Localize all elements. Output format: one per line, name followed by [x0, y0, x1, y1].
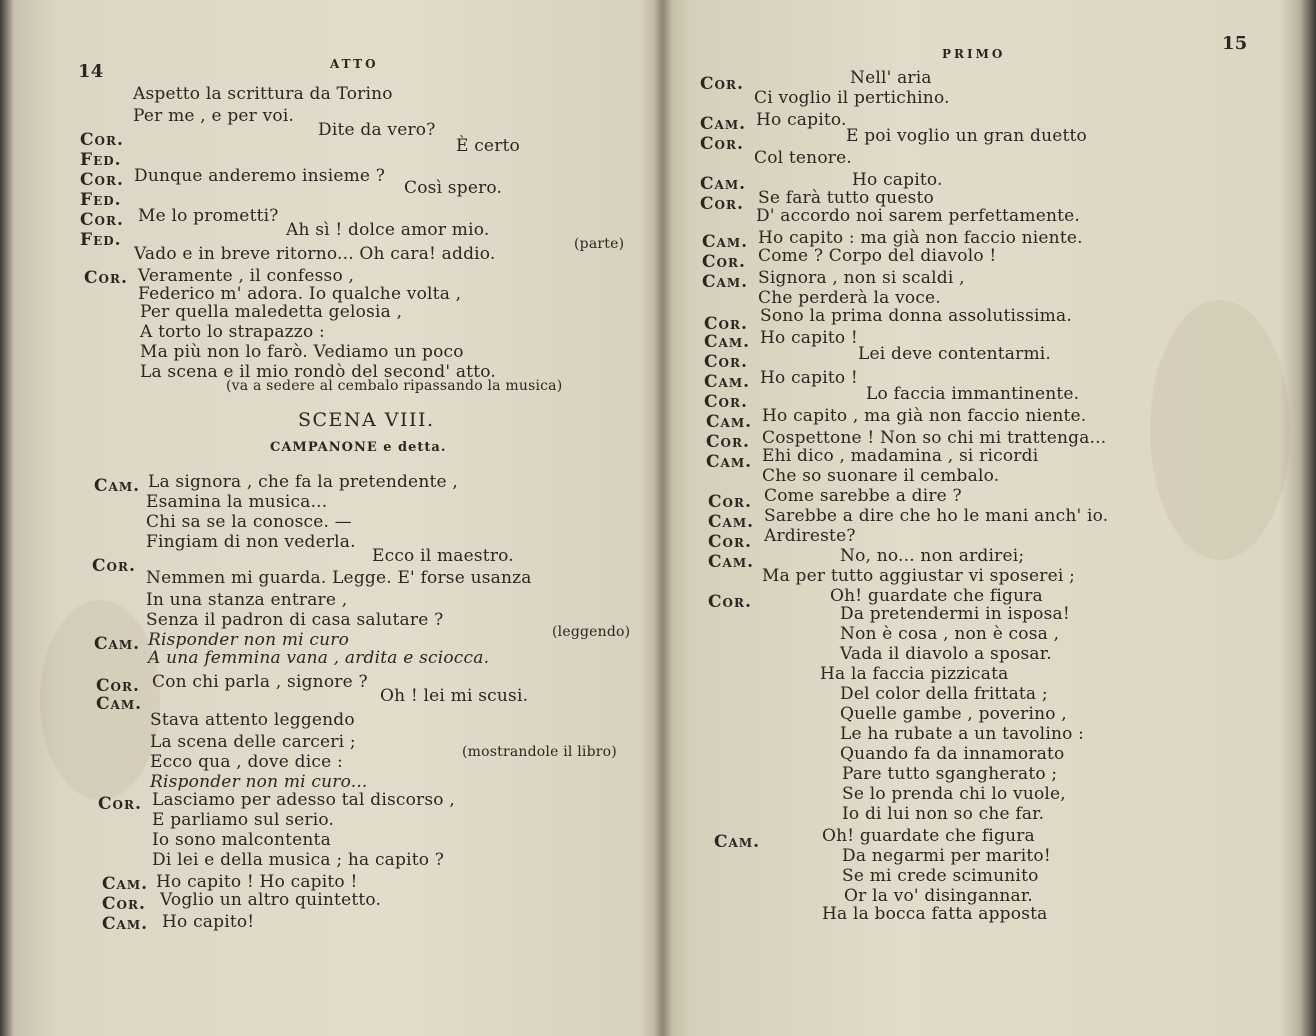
text-line: Ha la bocca fatta apposta	[822, 904, 1048, 924]
text-line: Di lei e della musica ; ha capito ?	[152, 850, 445, 870]
text-line: Ho capito.	[756, 110, 847, 130]
text-line: Me lo prometti?	[138, 206, 279, 226]
text-line: Col tenore.	[754, 148, 852, 168]
text-line: Ma più non lo farò. Vediamo un poco	[140, 342, 464, 362]
text-line: Io sono malcontenta	[152, 830, 331, 850]
speaker: Cam.	[706, 452, 753, 472]
text-line: Vada il diavolo a sposar.	[840, 644, 1052, 664]
text-line: Ho capito ! Ho capito !	[156, 872, 358, 892]
text-line: La signora , che fa la pretendente ,	[148, 472, 458, 492]
speaker: Cor.	[96, 676, 140, 696]
speaker: Cam.	[700, 174, 747, 194]
text-line: Ma per tutto aggiustar vi sposerei ;	[762, 566, 1076, 586]
text-line: Nemmen mi guarda. Legge. E' forse usanza	[146, 568, 532, 588]
speaker: Cor.	[704, 314, 748, 334]
speaker: Cor.	[702, 252, 746, 272]
text-line: Come sarebbe a dire ?	[764, 486, 962, 506]
text-line: Non è cosa , non è cosa ,	[840, 624, 1060, 644]
speaker: Cam.	[102, 874, 149, 894]
text-line: Per me , e per voi.	[133, 106, 295, 126]
text-line: Risponder non mi curo	[148, 630, 350, 650]
speaker: Cor.	[80, 210, 124, 230]
speaker: Cam.	[704, 372, 751, 392]
text-line: Lei deve contentarmi.	[858, 344, 1052, 364]
scene-title: SCENA VIII.	[298, 409, 435, 431]
speaker: Cam.	[94, 476, 141, 496]
text-line: Come ? Corpo del diavolo !	[758, 246, 997, 266]
text-line: Da pretendermi in isposa!	[840, 604, 1070, 624]
text-line: Ecco il maestro.	[372, 546, 514, 566]
text-line: Veramente , il confesso ,	[138, 266, 355, 286]
page-number: 14	[78, 61, 104, 82]
text-line: Per quella maledetta gelosia ,	[140, 302, 403, 322]
text-line: Chi sa se la conosce. —	[146, 512, 352, 532]
stage-direction: (parte)	[574, 236, 625, 252]
text-line: Ho capito !	[760, 368, 858, 388]
text-line: Lo faccia immantinente.	[866, 384, 1080, 404]
text-line: Ho capito , ma già non faccio niente.	[762, 406, 1087, 426]
speaker: Fed.	[80, 190, 122, 210]
text-line: A torto lo strapazzo :	[140, 322, 325, 342]
text-line: Oh ! lei mi scusi.	[380, 686, 529, 706]
speaker: Cor.	[700, 194, 744, 214]
text-line: Oh! guardate che figura	[830, 586, 1043, 606]
text-line: Esamina la musica...	[146, 492, 328, 512]
text-line: Io di lui non so che far.	[842, 804, 1045, 824]
running-head: ATTO	[330, 57, 379, 71]
speaker: Cam.	[714, 832, 761, 852]
speaker: Cor.	[102, 894, 146, 914]
speaker: Cor.	[84, 268, 128, 288]
text-line: E poi voglio un gran duetto	[846, 126, 1087, 146]
speaker: Cam.	[706, 412, 753, 432]
text-line: Signora , non si scaldi ,	[758, 268, 965, 288]
text-line: Voglio un altro quintetto.	[160, 890, 382, 910]
text-line: Oh! guardate che figura	[822, 826, 1035, 846]
text-line: Ho capito.	[852, 170, 943, 190]
speaker: Cam.	[702, 232, 749, 252]
page-number: 15	[1222, 33, 1248, 54]
text-line: Le ha rubate a un tavolino :	[840, 724, 1085, 744]
speaker: Cor.	[700, 134, 744, 154]
stage-direction: (leggendo)	[552, 624, 631, 640]
text-line: Or la vo' disingannar.	[844, 886, 1033, 906]
speaker: Cor.	[80, 170, 124, 190]
text-line: Nell' aria	[850, 68, 932, 88]
speaker: Cor.	[708, 592, 752, 612]
text-line: Pare tutto sgangherato ;	[842, 764, 1058, 784]
running-head: PRIMO	[942, 47, 1006, 61]
right-page	[660, 0, 1316, 1036]
text-line: Senza il padron di casa salutare ?	[146, 610, 444, 630]
speaker: Cam.	[708, 552, 755, 572]
text-line: Risponder non mi curo...	[150, 772, 368, 792]
speaker: Cam.	[704, 332, 751, 352]
speaker: Cor.	[708, 492, 752, 512]
speaker: Cor.	[704, 352, 748, 372]
speaker: Cam.	[702, 272, 749, 292]
text-line: Ha la faccia pizzicata	[820, 664, 1009, 684]
text-line: Del color della frittata ;	[840, 684, 1048, 704]
speaker: Fed.	[80, 150, 122, 170]
stage-direction: (va a sedere al cembalo ripassando la musica)	[226, 378, 563, 394]
text-line: La scena delle carceri ;	[150, 732, 356, 752]
text-line: Se farà tutto questo	[758, 188, 934, 208]
text-line: Con chi parla , signore ?	[152, 672, 368, 692]
text-line: Ho capito!	[162, 912, 255, 932]
text-line: Quelle gambe , poverino ,	[840, 704, 1067, 724]
text-line: Ah sì ! dolce amor mio.	[286, 220, 490, 240]
speaker: Cor.	[700, 74, 744, 94]
text-line: Che so suonare il cembalo.	[762, 466, 1000, 486]
text-line: Se mi crede scimunito	[842, 866, 1039, 886]
text-line: A una femmina vana , ardita e sciocca.	[148, 648, 490, 668]
text-line: Se lo prenda chi lo vuole,	[842, 784, 1066, 804]
text-line: Ci voglio il pertichino.	[754, 88, 950, 108]
text-line: Dite da vero?	[318, 120, 436, 140]
text-line: Ardireste?	[764, 526, 856, 546]
text-line: Sarebbe a dire che ho le mani anch' io.	[764, 506, 1109, 526]
text-line: Fingiam di non vederla.	[146, 532, 356, 552]
text-line: In una stanza entrare ,	[146, 590, 348, 610]
speaker: Cam.	[102, 914, 149, 934]
text-line: Lasciamo per adesso tal discorso ,	[152, 790, 455, 810]
speaker: Cam.	[94, 634, 141, 654]
speaker: Cor.	[706, 432, 750, 452]
speaker: Cam.	[708, 512, 755, 532]
text-line: Ehi dico , madamina , si ricordi	[762, 446, 1039, 466]
text-line: Che perderà la voce.	[758, 288, 941, 308]
text-line: Ecco qua , dove dice :	[150, 752, 343, 772]
stage-direction: (mostrandole il libro)	[462, 744, 617, 760]
text-line: Sono la prima donna assolutissima.	[760, 306, 1072, 326]
text-line: Ho capito : ma già non faccio niente.	[758, 228, 1083, 248]
text-line: Stava attento leggendo	[150, 710, 355, 730]
text-line: Da negarmi per marito!	[842, 846, 1051, 866]
speaker: Cor.	[80, 130, 124, 150]
text-line: Ho capito !	[760, 328, 858, 348]
text-line: Aspetto la scrittura da Torino	[133, 84, 393, 104]
text-line: Federico m' adora. Io qualche volta ,	[138, 284, 462, 304]
text-line: È certo	[456, 136, 520, 156]
text-line: E parliamo sul serio.	[152, 810, 335, 830]
text-line: D' accordo noi sarem perfettamente.	[756, 206, 1081, 226]
text-line: Dunque anderemo insieme ?	[134, 166, 386, 186]
speaker: Cor.	[708, 532, 752, 552]
text-line: Cospettone ! Non so chi mi trattenga...	[762, 428, 1107, 448]
text-line: La scena e il mio rondò del second' atto.	[140, 362, 496, 382]
speaker: Cor.	[92, 556, 136, 576]
speaker: Cor.	[704, 392, 748, 412]
speaker: Fed.	[80, 230, 122, 250]
text-line: Così spero.	[404, 178, 503, 198]
speaker: Cam.	[96, 694, 143, 714]
speaker: Cor.	[98, 794, 142, 814]
scene-characters: CAMPANONE e detta.	[270, 440, 447, 455]
text-line: No, no... non ardirei;	[840, 546, 1025, 566]
text-line: Vado e in breve ritorno... Oh cara! addio.	[134, 244, 496, 264]
speaker: Cam.	[700, 114, 747, 134]
text-line: Quando fa da innamorato	[840, 744, 1065, 764]
